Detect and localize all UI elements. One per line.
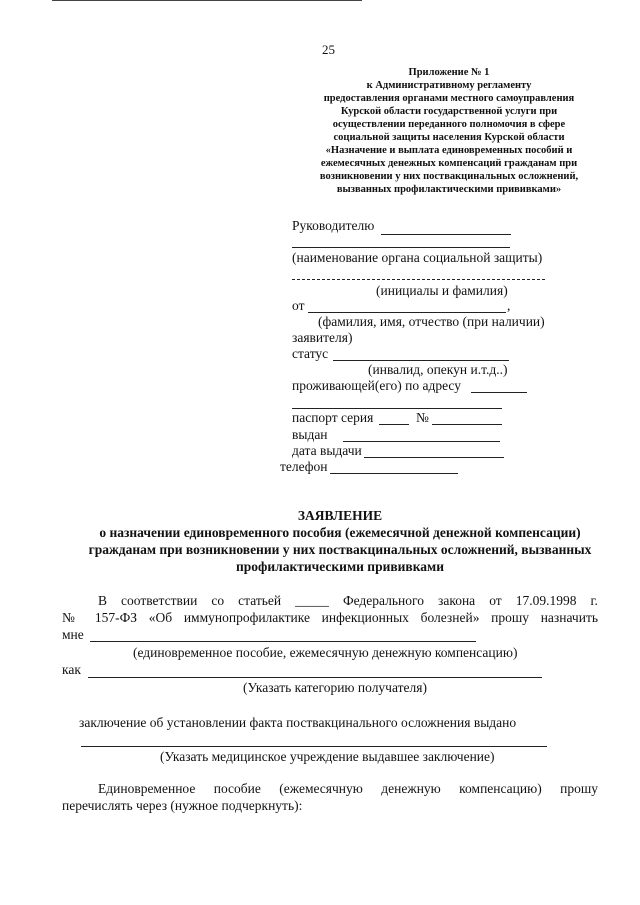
appendix-line: осуществлении переданного полномочия в сфере	[332, 119, 566, 130]
issued-label: выдан	[292, 427, 328, 442]
word: В	[98, 593, 108, 608]
issued-field-line[interactable]	[343, 441, 500, 442]
org-field-line[interactable]	[292, 247, 510, 248]
top-border-line	[52, 0, 362, 1]
paragraph-1-line-1	[62, 593, 598, 609]
initials-field-line[interactable]	[292, 279, 545, 280]
status-hint: (инвалид, опекун и.т.д..)	[368, 362, 508, 377]
appendix-line: предоставления органами местного самоуправления	[323, 93, 575, 104]
paragraph-2-line-2: перечислять через (нужное подчеркнуть):	[62, 798, 303, 813]
category-hint: (Указать категорию получателя)	[243, 680, 427, 695]
word: со	[211, 593, 225, 608]
from-comma: ,	[507, 298, 511, 313]
org-hint: (наименование органа социальной защиты)	[292, 250, 543, 265]
from-field-line[interactable]	[308, 312, 506, 313]
statement-subtitle: профилактическими прививками	[235, 559, 445, 574]
statement-subtitle: гражданам при возникновении у них поствакцинальных осложнений, вызванных	[88, 542, 592, 557]
word: соответствии	[121, 593, 198, 608]
article-field[interactable]: _____	[295, 593, 329, 608]
phone-field-line[interactable]	[330, 473, 458, 474]
passport-number-label: №	[416, 410, 429, 425]
status-field-line[interactable]	[333, 360, 509, 361]
page-number: 25	[322, 42, 335, 57]
initials-hint: (инициалы и фамилия)	[376, 283, 508, 298]
statement-subtitle: о назначении единовременного пособия (ежемесячной денежной компенсации)	[99, 525, 581, 540]
word: г.	[590, 593, 598, 608]
fio-hint: (фамилия, имя, отчество (при наличии)	[318, 314, 545, 329]
paragraph-1-line-3: мне	[62, 627, 84, 642]
phone-label: телефон	[280, 459, 328, 474]
fio-hint-cont: заявителя)	[292, 330, 353, 345]
word: от	[489, 593, 502, 608]
word: закона	[438, 593, 476, 608]
address-label: проживающей(его) по адресу	[292, 378, 461, 393]
medical-institution-field-line[interactable]	[81, 746, 547, 747]
from-label: от	[292, 298, 305, 313]
to-field-line[interactable]	[381, 234, 511, 235]
payment-type-hint: (единовременное пособие, ежемесячную денежную компенсацию)	[133, 645, 518, 660]
status-label: статус	[292, 346, 329, 361]
appendix-line: Курской области государственной услуги при	[340, 106, 558, 117]
issue-date-label: дата выдачи	[292, 443, 362, 458]
paragraph-1-line-2: № 157-ФЗ «Об иммунопрофилактике инфекционных болезней» прошу назначить	[62, 610, 598, 625]
appendix-line: к Административному регламенту	[366, 80, 532, 91]
issue-date-field-line[interactable]	[364, 457, 504, 458]
passport-number-field[interactable]	[432, 424, 502, 425]
payment-type-field-line[interactable]	[90, 641, 476, 642]
medical-institution-hint: (Указать медицинское учреждение выдавшее заключение)	[160, 749, 495, 764]
appendix-line: ежемесячных денежных компенсаций гражданам при	[320, 158, 578, 169]
appendix-line: Приложение № 1	[408, 67, 490, 78]
statement-title: ЗАЯВЛЕНИЕ	[297, 508, 383, 523]
appendix-line: социальной защиты населения Курской области	[333, 132, 565, 143]
passport-series-field[interactable]	[379, 424, 409, 425]
passport-series-label: паспорт серия	[292, 410, 374, 425]
appendix-line: возникновении у них поствакцинальных осложнений,	[319, 171, 579, 182]
category-field-line[interactable]	[88, 677, 542, 678]
appendix-line: вызванных профилактическими прививками»	[336, 184, 562, 195]
appendix-header	[284, 66, 614, 196]
conclusion-text: заключение об установлении факта поствакцинального осложнения выдано	[79, 715, 517, 730]
word: 17.09.1998	[515, 593, 577, 608]
address-field-line-2[interactable]	[292, 408, 502, 409]
word: Федерального	[342, 593, 424, 608]
address-field-line[interactable]	[471, 392, 527, 393]
to-label: Руководителю	[292, 218, 375, 233]
word: статьей	[238, 593, 282, 608]
paragraph-2-line-1: Единовременное пособие (ежемесячную денежную компенсацию) прошу	[98, 781, 598, 796]
appendix-line: «Назначение и выплата единовременных пособий и	[325, 145, 573, 156]
as-label: как	[62, 662, 81, 677]
